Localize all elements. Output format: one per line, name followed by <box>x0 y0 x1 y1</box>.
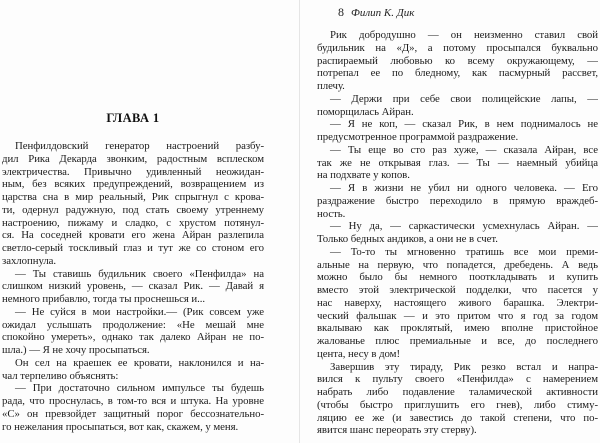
text-line: плечу. <box>317 80 345 92</box>
text-line: шла.) — Я не хочу просыпаться. <box>2 344 150 356</box>
text-line: распираемый любовью ко всему окружающему, — <box>317 54 598 67</box>
text-line: ным, без всяких предупреждений, возвращением из <box>2 178 264 191</box>
left-page-text <box>2 140 264 433</box>
text-line: — Ну да, — саркастически усмехнулась Айран. — <box>330 220 598 233</box>
text-line: жалованье плюс премиальные и все, до последнего <box>317 335 598 347</box>
text-line: (чтобы быстро приглушить его гнев), либо стиму- <box>317 398 598 411</box>
text-line: можно было бы немного пооткладывать и купить <box>317 271 598 284</box>
text-line: ность. <box>317 207 346 220</box>
text-line: электричества. Привычно удивленный неожидан- <box>2 165 264 178</box>
text-line: — То-то ты мгновенно тратишь все мои преми- <box>330 245 598 258</box>
chapter-title: ГЛАВА 1 <box>106 111 160 125</box>
text-line: «С» он превзойдет защитный порог бессознательно- <box>2 407 264 420</box>
page-number: 8 <box>338 5 344 19</box>
text-line: — Ты ставишь будильник своего «Пенфилда» на <box>15 267 264 280</box>
text-line: чал терпеливо объяснять: <box>2 369 119 382</box>
text-line: нас наверху, настоящего живого барашка. Электри- <box>317 296 598 309</box>
page-divider <box>299 0 300 443</box>
text-line: так же не открывая глаз. — Ты — наемный убийца <box>317 156 598 169</box>
text-line: альные на первую, что попадется, дребедень. А ведь <box>317 258 598 271</box>
text-line: Он сел на краешек ее кровати, наклонился и на- <box>15 356 264 369</box>
text-line: будильник на «Д», а потому просыпался буквально <box>317 41 598 54</box>
text-line: светло-серый тоскливый глаз и тут же со стоном его <box>2 242 264 254</box>
text-line: — Я не коп, — сказал Рик, в нем поднималось не <box>330 118 598 131</box>
text-line: вместо этой электрической подделки, что пасется у <box>317 284 598 296</box>
text-line: поморщилась Айран. <box>317 105 414 118</box>
text-line: слишком низкий уровень, — сказал Рик. — Давай я <box>2 280 264 293</box>
author-name: Филип К. Дик <box>351 7 415 19</box>
text-line: раздражение быстро переходило в прямую враждеб- <box>317 194 598 207</box>
text-line: Рик добродушно — он неизменно ставил свой <box>330 29 598 41</box>
text-line: ожидал услышать продолжение: «Не мешай мне <box>2 318 264 331</box>
text-line: Только бедных андиков, а они не в счет. <box>317 233 498 245</box>
text-line: ляцию ее же (и завестись до такой степени, что по- <box>317 411 598 424</box>
text-line: ческий фальшак — и это притом что я год за годом <box>317 309 598 322</box>
right-page-text <box>317 29 598 437</box>
text-line: явится шанс переорать эту стерву). <box>317 424 477 437</box>
text-line: предусмотренное программой раздражение. <box>317 131 519 143</box>
text-line: — При достаточно сильном импульсе ты будешь <box>15 382 264 395</box>
text-line: царства сна в мир реальный, Рик спрыгнул с крова- <box>2 191 264 203</box>
text-line: — Держи при себе свои полицейские лапы, — <box>330 92 598 105</box>
text-line: Завершив эту тираду, Рик резко встал и напра- <box>330 360 598 373</box>
text-line: ти, одернул радужную, под стать своему утреннему <box>2 203 264 216</box>
text-line: Пенфилдовский генератор настроений разбу- <box>15 140 264 152</box>
text-line: потрепал ее по бледному, как пасмурный рассвет, <box>317 67 598 80</box>
text-line: спокойно умереть», однако так далеко Айран не по- <box>2 331 264 344</box>
text-line: немного прибавлю, тогда ты проснешься и... <box>2 293 206 305</box>
text-line: го нежелания просыпаться, вот как, скажем, у меня. <box>2 420 239 433</box>
text-line: вился к пульту своего «Пенфилда» с намерением <box>317 373 598 386</box>
text-line: захлопнула. <box>2 254 57 267</box>
text-line: — Не суйся в мои настройки.— (Рик совсем уже <box>15 305 264 318</box>
text-line: рада, что проснулась, в том-то вся и штука. На уровне <box>2 395 264 407</box>
text-line: ся. На соседней кровати его жена Айран разлепила <box>2 229 264 242</box>
text-line: — Ты еще во сто раз хуже, — сказала Айран, все <box>330 143 598 156</box>
text-line: цента, несу в дом! <box>317 347 400 360</box>
text-line: на подхвате у копов. <box>317 169 410 182</box>
text-line: вкалываю как проклятый, имею вполне пристойное <box>317 322 598 335</box>
text-line: — Я в жизни не убил ни одного человека. — Его <box>330 182 598 194</box>
text-line: настроению, пижаму и сладко, с хрустом потянул- <box>2 216 264 229</box>
text-line: дил Рика Декарда звонким, радостным всплеском <box>2 152 264 165</box>
text-line: набрать либо подавление таламической активности <box>317 386 598 398</box>
running-header <box>338 5 414 20</box>
